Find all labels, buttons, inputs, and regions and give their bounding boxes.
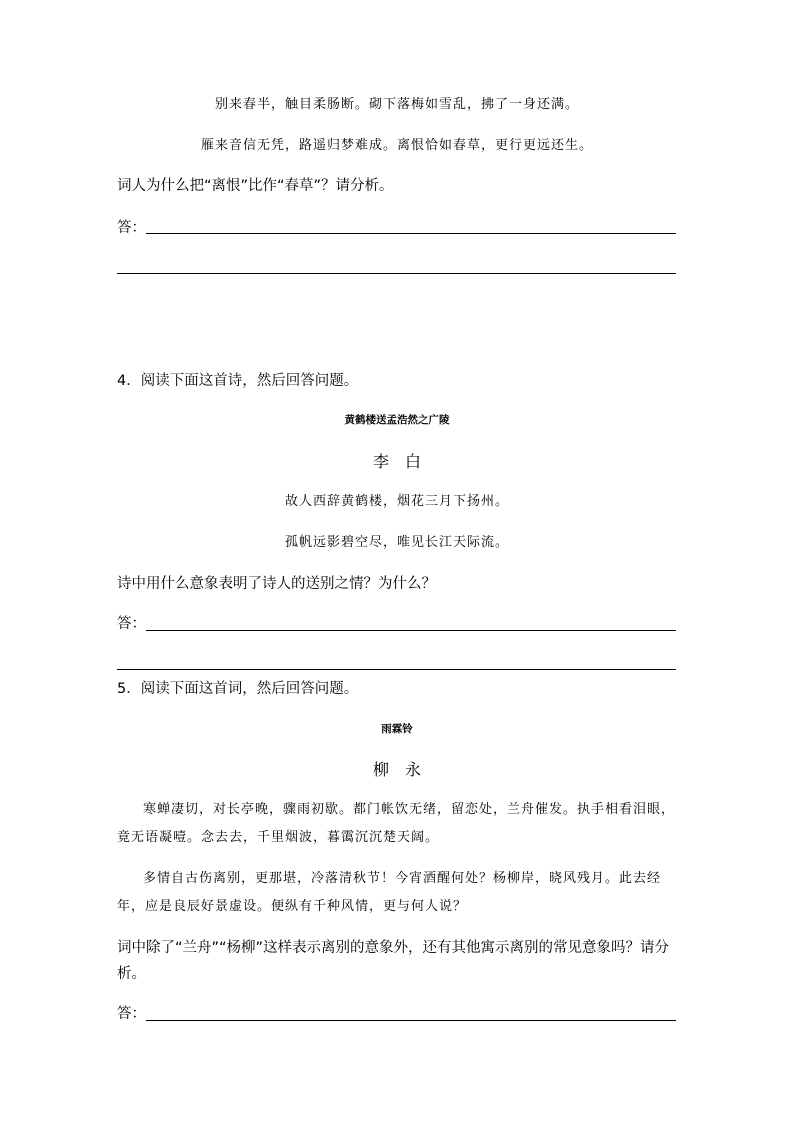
q5-poem-title: 雨霖铃 xyxy=(381,723,413,735)
q4-poem-line-1: 故人西辞黄鹤楼，烟花三月下扬州。 xyxy=(284,494,509,509)
q4-poem-title: 黄鹤楼送孟浩然之广陵 xyxy=(344,414,450,426)
q5-question-line-2: 析。 xyxy=(117,966,146,982)
q4-poem-author: 李 白 xyxy=(372,452,421,471)
q4-prompt: 4．阅读下面这首诗，然后回答问题。 xyxy=(117,373,359,389)
q3-answer-label: 答： xyxy=(117,220,146,236)
q4-answer-line-2[interactable] xyxy=(117,669,676,670)
q5-answer-label: 答： xyxy=(117,1006,146,1022)
q5-prompt: 5．阅读下面这首词，然后回答问题。 xyxy=(117,681,359,697)
q5-question-line-1: 词中除了“兰舟”“杨柳”这样表示离别的意象外，还有其他寓示离别的常见意象吗？请分 xyxy=(117,940,670,956)
q4-answer-line-1[interactable] xyxy=(146,630,676,631)
q4-question: 诗中用什么意象表明了诗人的送别之情？为什么？ xyxy=(117,576,436,592)
q5-poem-author: 柳 永 xyxy=(372,760,421,779)
q3-answer-line-1[interactable] xyxy=(146,233,676,234)
q5-answer-line-1[interactable] xyxy=(146,1020,676,1021)
q4-poem-line-2: 孤帆远影碧空尽，唯见长江天际流。 xyxy=(284,535,509,550)
q3-poem-line-1: 别来春半，触目柔肠断。砌下落梅如雪乱，拂了一身还满。 xyxy=(214,97,579,112)
q3-question: 词人为什么把“离恨”比作“春草”？请分析。 xyxy=(117,178,394,194)
q5-poem-stanza-1: 寒蝉凄切，对长亭晚，骤雨初歇。都门帐饮无绪，留恋处，兰舟催发。执手相看泪眼，竟无语凝噎。念去去，千里烟波，暮霭沉沉楚天阔。 xyxy=(117,802,676,845)
q5-poem-stanza-2: 多情自古伤离别，更那堪，冷落清秋节！今宵酒醒何处？杨柳岸，晓风残月。此去经年，应是良辰好景虚设。便纵有千种风情，更与何人说？ xyxy=(117,871,662,914)
q3-poem-line-2: 雁来音信无凭，路遥归梦难成。离恨恰如春草，更行更远还生。 xyxy=(200,138,593,153)
q4-answer-label: 答： xyxy=(117,616,146,632)
q3-answer-line-2[interactable] xyxy=(117,273,676,274)
